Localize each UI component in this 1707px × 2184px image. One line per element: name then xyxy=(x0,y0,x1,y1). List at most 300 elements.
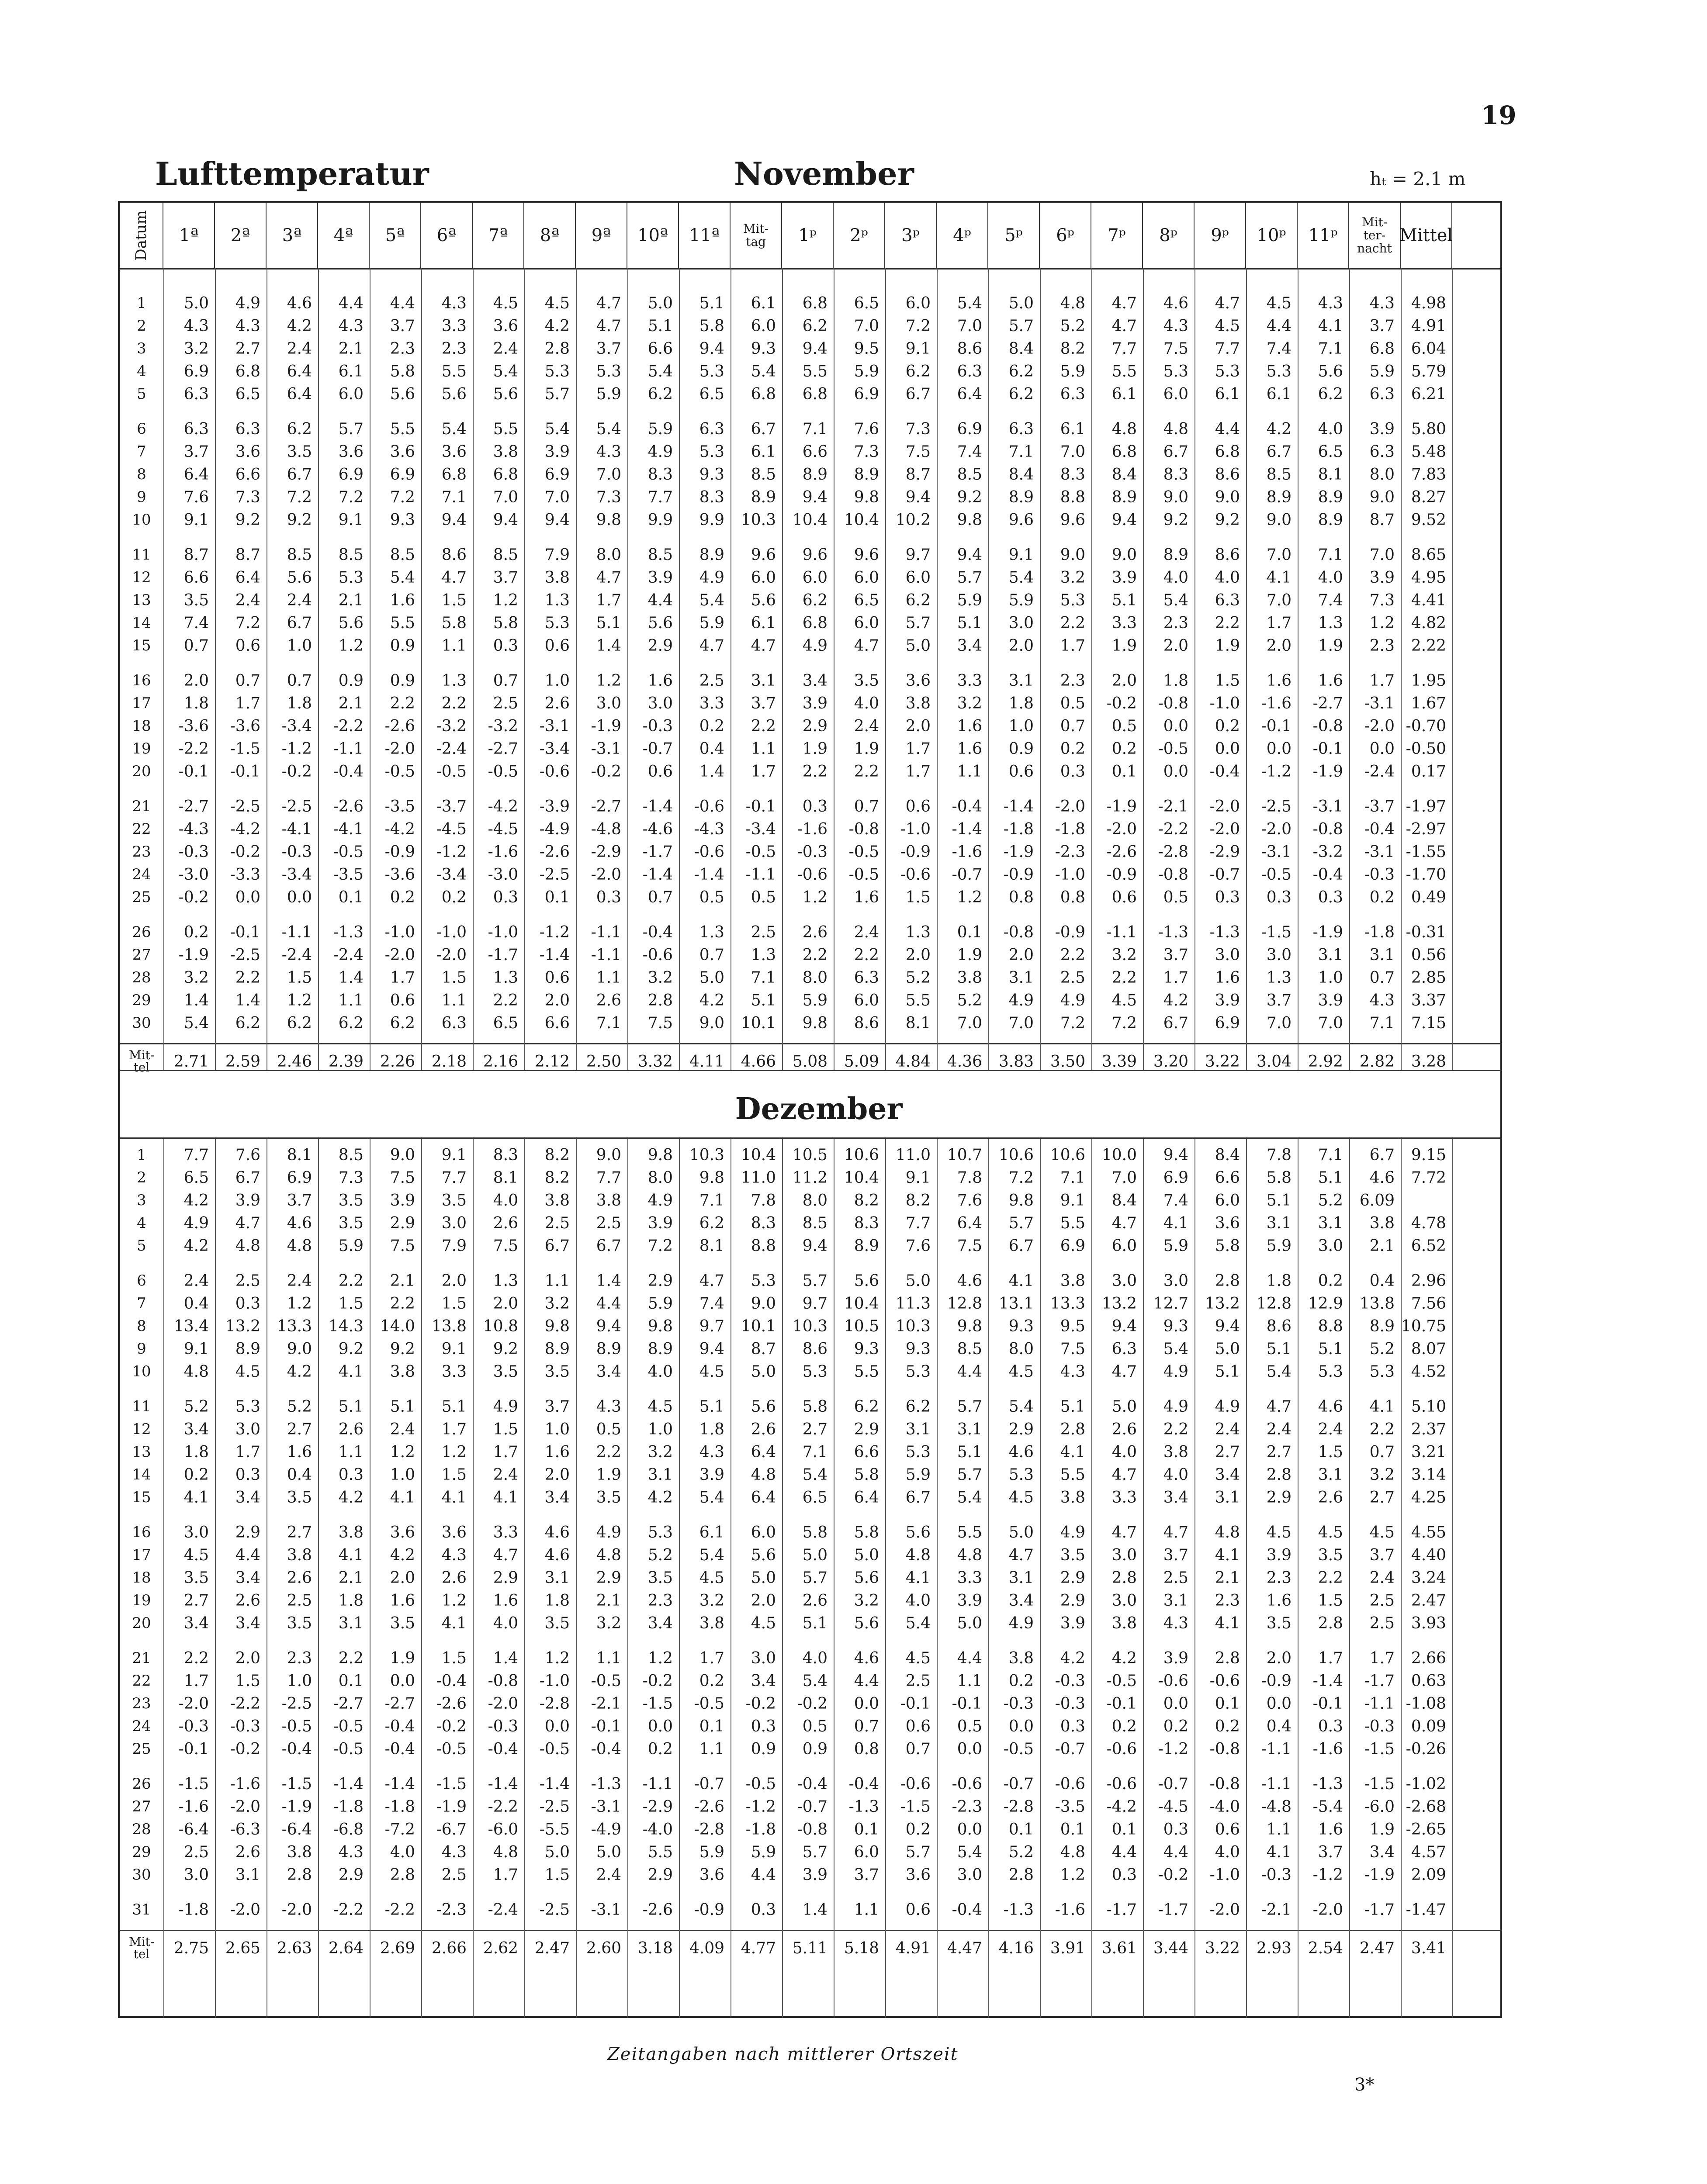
november-value: 8.2 xyxy=(1060,340,1085,358)
november-value: 6.7 xyxy=(1163,1014,1188,1032)
november-value: -0.2 xyxy=(591,763,621,781)
december-value: -2.6 xyxy=(642,1901,673,1919)
november-day-number: 10 xyxy=(132,511,151,529)
december-value: 1.5 xyxy=(441,1295,467,1313)
december-value: 1.7 xyxy=(699,1649,724,1667)
december-value: 1.6 xyxy=(493,1592,518,1610)
december-day-number: 30 xyxy=(132,1866,151,1883)
december-value: 0.3 xyxy=(1318,1717,1343,1735)
november-value: 7.5 xyxy=(905,443,931,461)
december-value: 0.4 xyxy=(287,1466,312,1484)
december-value: 5.1 xyxy=(338,1398,364,1416)
december-value: 11.0 xyxy=(895,1146,931,1164)
november-value: -3.1 xyxy=(591,740,621,758)
december-value: 7.6 xyxy=(957,1192,982,1209)
november-value: 2.7 xyxy=(235,340,260,358)
november-value: -2.1 xyxy=(1158,798,1188,816)
december-value: 2.1 xyxy=(596,1592,621,1610)
november-value: 2.3 xyxy=(390,340,415,358)
december-value: 5.9 xyxy=(699,1843,724,1861)
november-value: 6.1 xyxy=(1060,420,1085,438)
november-value: 2.0 xyxy=(544,992,570,1009)
november-value: 7.7 xyxy=(647,488,673,506)
december-value: -1.3 xyxy=(848,1798,879,1816)
november-value: -1.70 xyxy=(1406,866,1446,884)
december-value: 4.5 xyxy=(905,1649,931,1667)
column-rule xyxy=(1040,268,1041,1070)
november-value: 3.9 xyxy=(1111,569,1137,587)
november-value: 6.7 xyxy=(751,420,776,438)
november-value: 2.4 xyxy=(287,340,312,358)
november-mittel-value: 2.26 xyxy=(380,1053,415,1071)
december-value: 5.4 xyxy=(699,1546,724,1564)
december-value: 14.3 xyxy=(328,1317,364,1335)
december-value: 12.9 xyxy=(1308,1295,1343,1313)
december-value: 8.0 xyxy=(647,1169,673,1187)
column-rule xyxy=(988,1137,989,2018)
november-value: 0.1 xyxy=(1111,763,1137,781)
december-value: 4.4 xyxy=(235,1546,260,1564)
november-value: 1.7 xyxy=(1266,614,1292,632)
december-mittel-value: 2.64 xyxy=(328,1939,364,1957)
december-value: 5.0 xyxy=(854,1546,879,1564)
december-value: 4.25 xyxy=(1411,1489,1446,1507)
november-value: 6.0 xyxy=(802,569,828,587)
december-value: 2.6 xyxy=(1111,1420,1137,1438)
december-value: 3.4 xyxy=(184,1420,209,1438)
november-value: 8.3 xyxy=(699,488,724,506)
november-day-number: 7 xyxy=(137,443,146,460)
december-value: 5.8 xyxy=(1266,1169,1292,1187)
december-value: 4.1 xyxy=(1008,1272,1034,1290)
november-value: 8.0 xyxy=(1369,466,1395,484)
november-value: 8.5 xyxy=(1266,466,1292,484)
december-value: 6.9 xyxy=(287,1169,312,1187)
december-value: 10.4 xyxy=(844,1295,879,1313)
december-value: 4.3 xyxy=(699,1443,724,1461)
december-value: 1.8 xyxy=(1266,1272,1292,1290)
november-value: 5.5 xyxy=(905,992,931,1009)
november-value: 1.0 xyxy=(287,637,312,655)
december-value: 4.8 xyxy=(184,1363,209,1381)
november-value: 3.6 xyxy=(390,443,415,461)
signature-mark: 3* xyxy=(1354,2075,1375,2095)
december-value: 2.9 xyxy=(1060,1569,1085,1587)
december-value: 4.3 xyxy=(338,1843,364,1861)
december-value: 3.6 xyxy=(699,1866,724,1884)
november-value: -0.7 xyxy=(642,740,673,758)
november-value: 0.1 xyxy=(544,888,570,906)
header-hour-18: 6ᵖ xyxy=(1040,203,1091,268)
december-value: 8.0 xyxy=(802,1192,828,1209)
november-value: 0.3 xyxy=(493,637,518,655)
december-value: 7.56 xyxy=(1411,1295,1446,1313)
november-value: 0.7 xyxy=(1369,969,1395,987)
december-value: -2.0 xyxy=(230,1798,260,1816)
column-rule xyxy=(1246,1137,1247,2018)
december-value: 0.0 xyxy=(957,1821,982,1838)
december-value: 1.5 xyxy=(235,1672,260,1690)
november-value: 9.9 xyxy=(647,511,673,529)
december-value: 2.09 xyxy=(1411,1866,1446,1884)
december-value: 4.2 xyxy=(1111,1649,1137,1667)
december-value: 3.0 xyxy=(1318,1237,1343,1255)
november-value: 0.49 xyxy=(1411,888,1446,906)
december-value: 10.8 xyxy=(483,1317,518,1335)
december-value: 3.8 xyxy=(699,1614,724,1632)
november-value: 1.8 xyxy=(1008,695,1034,712)
december-day-number: 29 xyxy=(132,1843,151,1861)
december-value: 9.5 xyxy=(1060,1317,1085,1335)
november-day-number: 15 xyxy=(132,637,151,654)
december-value: 10.3 xyxy=(895,1317,931,1335)
november-value: 6.8 xyxy=(1215,443,1240,461)
november-value: 0.5 xyxy=(1060,695,1085,712)
december-value: 4.1 xyxy=(493,1489,518,1507)
december-value: 0.3 xyxy=(751,1901,776,1919)
december-value: -1.5 xyxy=(1364,1775,1395,1793)
november-value: 8.0 xyxy=(802,969,828,987)
december-value: 2.5 xyxy=(1369,1614,1395,1632)
november-value: -1.2 xyxy=(281,740,312,758)
november-mittel-value: 2.18 xyxy=(431,1053,467,1071)
december-mittel-rule xyxy=(120,1930,1500,1931)
december-value: 3.4 xyxy=(184,1614,209,1632)
november-value: 0.0 xyxy=(1163,717,1188,735)
november-mittel-value: 4.36 xyxy=(947,1053,982,1071)
december-value: 3.9 xyxy=(1060,1614,1085,1632)
december-value: 10.6 xyxy=(844,1146,879,1164)
november-value: -2.5 xyxy=(281,798,312,816)
december-value: 1.1 xyxy=(854,1901,879,1919)
december-value: 3.8 xyxy=(287,1546,312,1564)
december-value: 4.1 xyxy=(338,1546,364,1564)
december-value: 5.5 xyxy=(957,1524,982,1541)
november-mittel-value: 2.71 xyxy=(173,1053,209,1071)
december-value: 7.8 xyxy=(751,1192,776,1209)
december-value: -1.47 xyxy=(1406,1901,1446,1919)
december-value: 3.5 xyxy=(287,1489,312,1507)
november-value: 4.98 xyxy=(1411,294,1446,312)
december-value: 1.0 xyxy=(390,1466,415,1484)
header-hour-14: 2ᵖ xyxy=(834,203,885,268)
december-value: 3.8 xyxy=(390,1363,415,1381)
november-value: 1.4 xyxy=(338,969,364,987)
december-value: 5.3 xyxy=(905,1363,931,1381)
november-value: 8.9 xyxy=(1318,488,1343,506)
november-value: 8.3 xyxy=(1060,466,1085,484)
december-value: -4.0 xyxy=(1209,1798,1240,1816)
december-value: -1.4 xyxy=(488,1775,518,1793)
december-value: 4.3 xyxy=(1060,1363,1085,1381)
december-value: 3.2 xyxy=(544,1295,570,1313)
december-value: 5.7 xyxy=(1008,1214,1034,1232)
december-value: 1.5 xyxy=(1318,1592,1343,1610)
november-value: 6.2 xyxy=(905,363,931,380)
november-value: 6.3 xyxy=(184,420,209,438)
november-day-number: 19 xyxy=(132,740,151,757)
november-value: 8.4 xyxy=(1008,340,1034,358)
november-value: 4.7 xyxy=(751,637,776,655)
december-value: 3.2 xyxy=(647,1443,673,1461)
november-value: 2.2 xyxy=(1060,614,1085,632)
december-value: 5.4 xyxy=(957,1489,982,1507)
december-value: -1.4 xyxy=(539,1775,570,1793)
december-value: -2.5 xyxy=(539,1798,570,1816)
december-value: 5.0 xyxy=(1111,1398,1137,1416)
november-value: -1.0 xyxy=(1055,866,1085,884)
december-value: 4.9 xyxy=(493,1398,518,1416)
december-value: 4.1 xyxy=(1215,1546,1240,1564)
december-value: 2.0 xyxy=(493,1295,518,1313)
december-value: 7.3 xyxy=(338,1169,364,1187)
november-value: 6.5 xyxy=(1318,443,1343,461)
november-value: 8.1 xyxy=(905,1014,931,1032)
december-value: 0.63 xyxy=(1411,1672,1446,1690)
november-value: 9.6 xyxy=(1008,511,1034,529)
december-value: 2.2 xyxy=(596,1443,621,1461)
november-value: 5.8 xyxy=(441,614,467,632)
december-value: 4.9 xyxy=(1008,1614,1034,1632)
december-value: 5.9 xyxy=(1163,1237,1188,1255)
december-value: 2.2 xyxy=(1318,1569,1343,1587)
november-value: -0.1 xyxy=(230,763,260,781)
november-value: 7.1 xyxy=(1369,1014,1395,1032)
december-value: 4.5 xyxy=(235,1363,260,1381)
november-mittel-value: 3.32 xyxy=(637,1053,673,1071)
november-value: 3.5 xyxy=(854,672,879,690)
december-value: 7.8 xyxy=(957,1169,982,1187)
december-value: 1.4 xyxy=(802,1901,828,1919)
header-hour-23: 11ᵖ xyxy=(1298,203,1349,268)
november-value: -3.6 xyxy=(230,717,260,735)
november-value: 0.7 xyxy=(235,672,260,690)
november-value: 9.2 xyxy=(287,511,312,529)
november-value: 0.2 xyxy=(390,888,415,906)
november-value: 4.3 xyxy=(1369,294,1395,312)
november-value: 1.5 xyxy=(441,591,467,609)
november-value: 6.6 xyxy=(235,466,260,484)
december-day-number: 17 xyxy=(132,1546,151,1564)
column-rule xyxy=(318,1137,319,2018)
december-value: 6.4 xyxy=(751,1443,776,1461)
december-value: -1.9 xyxy=(1364,1866,1395,1884)
november-value: 0.0 xyxy=(1369,740,1395,758)
november-value: 1.8 xyxy=(287,695,312,712)
december-mittel-value: 3.18 xyxy=(637,1939,673,1957)
november-value: 3.3 xyxy=(441,317,467,335)
december-value: 6.7 xyxy=(596,1237,621,1255)
november-value: 3.6 xyxy=(493,317,518,335)
december-value: 11.3 xyxy=(895,1295,931,1313)
november-value: 6.2 xyxy=(287,420,312,438)
november-value: 1.1 xyxy=(441,637,467,655)
december-day-number: 9 xyxy=(137,1340,146,1358)
december-value: 0.1 xyxy=(1215,1695,1240,1713)
november-value: 6.3 xyxy=(699,420,724,438)
december-value: 1.0 xyxy=(647,1420,673,1438)
december-value: -0.7 xyxy=(1158,1775,1188,1793)
november-value: 9.6 xyxy=(1060,511,1085,529)
november-value: -1.4 xyxy=(539,946,570,964)
november-value: -1.7 xyxy=(642,843,673,861)
november-value: 2.6 xyxy=(544,695,570,712)
november-value: 0.3 xyxy=(802,798,828,816)
december-value: 5.3 xyxy=(751,1272,776,1290)
november-day-number: 6 xyxy=(137,420,146,438)
december-value: 8.9 xyxy=(235,1340,260,1358)
december-value: 5.8 xyxy=(1215,1237,1240,1255)
december-day-number: 27 xyxy=(132,1798,151,1815)
november-value: -3.1 xyxy=(1261,843,1292,861)
november-value: 9.1 xyxy=(338,511,364,529)
december-mittel-value: 5.11 xyxy=(792,1939,828,1957)
november-value: 4.3 xyxy=(1318,294,1343,312)
november-value: 5.9 xyxy=(1369,363,1395,380)
december-value: 3.3 xyxy=(957,1569,982,1587)
december-value: 0.8 xyxy=(854,1740,879,1758)
november-value: 4.9 xyxy=(235,294,260,312)
november-value: -3.1 xyxy=(539,717,570,735)
december-value: 8.0 xyxy=(1008,1340,1034,1358)
november-value: -0.8 xyxy=(848,820,879,838)
december-value: 13.2 xyxy=(1101,1295,1137,1313)
december-value: 0.1 xyxy=(1060,1821,1085,1838)
november-value: -2.7 xyxy=(591,798,621,816)
december-value: 8.5 xyxy=(802,1214,828,1232)
december-value: 3.4 xyxy=(1369,1843,1395,1861)
november-value: -2.0 xyxy=(1106,820,1137,838)
november-mittel-value: 5.09 xyxy=(844,1053,879,1071)
december-value: 9.1 xyxy=(441,1340,467,1358)
november-value: 8.3 xyxy=(647,466,673,484)
november-value: 9.2 xyxy=(1215,511,1240,529)
november-value: 0.3 xyxy=(1318,888,1343,906)
december-value: 9.8 xyxy=(957,1317,982,1335)
november-day-number: 4 xyxy=(137,363,146,380)
december-value: -0.1 xyxy=(178,1740,209,1758)
december-value: 4.8 xyxy=(1060,1843,1085,1861)
december-value: -1.3 xyxy=(1003,1901,1034,1919)
november-value: 0.3 xyxy=(493,888,518,906)
november-value: 8.5 xyxy=(957,466,982,484)
december-value: 9.4 xyxy=(699,1340,724,1358)
december-value: 3.1 xyxy=(1163,1592,1188,1610)
november-value: 4.2 xyxy=(1163,992,1188,1009)
november-value: -1.7 xyxy=(488,946,518,964)
november-day-number: 22 xyxy=(132,820,151,838)
november-value: 9.7 xyxy=(905,546,931,564)
november-value: -1.1 xyxy=(333,740,364,758)
november-value: 9.4 xyxy=(441,511,467,529)
november-value: 7.2 xyxy=(1111,1014,1137,1032)
december-value: 8.7 xyxy=(751,1340,776,1358)
december-value: 5.4 xyxy=(957,1843,982,1861)
december-value: -0.9 xyxy=(694,1901,724,1919)
december-value: 4.3 xyxy=(596,1398,621,1416)
december-value: 6.5 xyxy=(184,1169,209,1187)
december-value: 4.1 xyxy=(184,1489,209,1507)
november-value: 6.7 xyxy=(287,466,312,484)
december-value: 9.8 xyxy=(544,1317,570,1335)
december-value: -1.7 xyxy=(1158,1901,1188,1919)
november-day-number: 24 xyxy=(132,866,151,883)
november-value: 3.0 xyxy=(1008,614,1034,632)
december-mittel-value: 4.09 xyxy=(689,1939,724,1957)
december-day-number: 8 xyxy=(137,1317,146,1335)
november-value: 6.9 xyxy=(957,420,982,438)
november-value: -2.0 xyxy=(1261,820,1292,838)
december-value: 4.1 xyxy=(338,1363,364,1381)
november-value: -0.9 xyxy=(384,843,415,861)
november-value: 6.7 xyxy=(1163,443,1188,461)
december-value: 5.4 xyxy=(1163,1340,1188,1358)
november-value: 6.9 xyxy=(338,466,364,484)
november-value: 0.1 xyxy=(957,923,982,941)
december-value: -4.8 xyxy=(1261,1798,1292,1816)
december-value: 1.4 xyxy=(596,1272,621,1290)
november-value: 5.0 xyxy=(647,294,673,312)
december-value: 0.0 xyxy=(390,1672,415,1690)
november-value: -0.1 xyxy=(745,798,776,816)
december-value: -0.4 xyxy=(797,1775,828,1793)
december-value: 2.1 xyxy=(1369,1237,1395,1255)
november-value: -4.1 xyxy=(281,820,312,838)
november-value: 3.4 xyxy=(802,672,828,690)
november-value: 4.5 xyxy=(1215,317,1240,335)
december-value: 5.1 xyxy=(441,1398,467,1416)
december-value: 4.4 xyxy=(957,1363,982,1381)
december-value: 9.7 xyxy=(802,1295,828,1313)
december-value: 6.9 xyxy=(1163,1169,1188,1187)
december-value: 13.4 xyxy=(173,1317,209,1335)
column-rule xyxy=(1349,268,1350,1070)
november-value: 2.6 xyxy=(596,992,621,1009)
december-value: 3.9 xyxy=(802,1866,828,1884)
december-value: 5.1 xyxy=(802,1614,828,1632)
november-value: 9.6 xyxy=(751,546,776,564)
november-value: -2.7 xyxy=(178,798,209,816)
november-value: 6.3 xyxy=(1060,385,1085,403)
november-value: -0.5 xyxy=(384,763,415,781)
december-value: 10.4 xyxy=(741,1146,776,1164)
november-value: 5.9 xyxy=(647,420,673,438)
november-value: -4.2 xyxy=(384,820,415,838)
header-hour-22: 10ᵖ xyxy=(1246,203,1298,268)
november-value: 5.7 xyxy=(544,385,570,403)
november-value: 7.83 xyxy=(1411,466,1446,484)
december-value: 0.3 xyxy=(338,1466,364,1484)
december-value: 3.0 xyxy=(1111,1592,1137,1610)
december-value: -1.6 xyxy=(1312,1740,1343,1758)
december-value: 7.0 xyxy=(1111,1169,1137,1187)
november-value: -2.7 xyxy=(1312,695,1343,712)
november-value: 3.6 xyxy=(905,672,931,690)
december-value: 4.9 xyxy=(1163,1363,1188,1381)
december-value: 3.5 xyxy=(1060,1546,1085,1564)
november-value: -3.4 xyxy=(281,717,312,735)
november-value: 10.4 xyxy=(844,511,879,529)
december-value: 4.0 xyxy=(1215,1843,1240,1861)
november-value: 0.0 xyxy=(235,888,260,906)
november-value: -3.5 xyxy=(384,798,415,816)
december-value: 4.7 xyxy=(493,1546,518,1564)
december-value: 4.5 xyxy=(751,1614,776,1632)
december-value: 1.6 xyxy=(544,1443,570,1461)
november-value: 1.7 xyxy=(235,695,260,712)
december-value: -1.2 xyxy=(745,1798,776,1816)
december-value: 3.5 xyxy=(338,1214,364,1232)
